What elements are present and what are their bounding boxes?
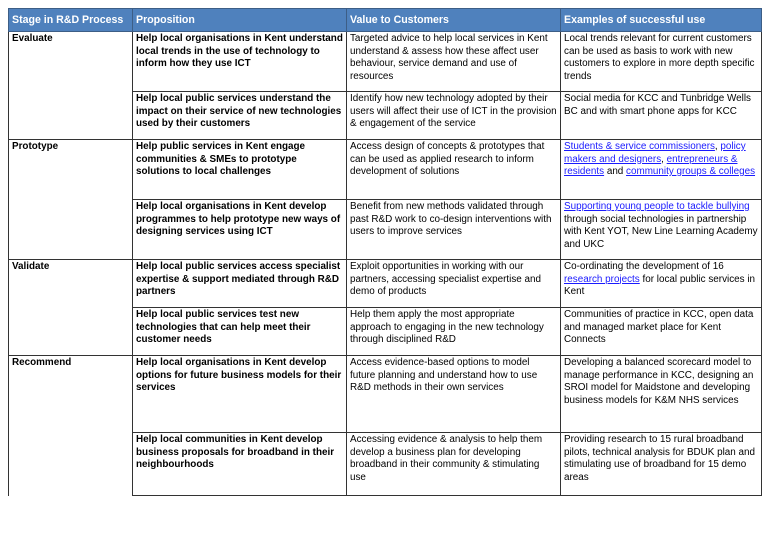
rd-process-table (8, 8, 762, 496)
example-link[interactable]: entrepreneurs & residents (564, 153, 738, 177)
header-value: Value to Customers (347, 9, 561, 32)
example-cell: Social media for KCC and Tunbridge Wells BC and with smart phone apps for KCC (561, 92, 762, 140)
proposition-cell: Help local public services access specialist expertise & support mediated through R&D partners (133, 260, 347, 308)
table-row (9, 356, 762, 433)
example-link[interactable]: research projects (564, 273, 640, 285)
header-proposition: Proposition (133, 9, 347, 32)
example-text: for local public services in Kent (564, 273, 756, 297)
stage-cell (9, 433, 133, 496)
stage-cell: Recommend (9, 356, 133, 433)
stage-cell: Validate (9, 260, 133, 308)
table-row (9, 140, 762, 200)
example-cell (561, 260, 762, 308)
example-cell (561, 200, 762, 260)
header-stage: Stage in R&D Process (9, 9, 133, 32)
value-cell: Access design of concepts & prototypes that can be used as applied research to inform development of solutions (347, 140, 561, 200)
example-cell: Communities of practice in KCC, open data and managed market place for Kent Connects (561, 308, 762, 356)
stage-cell: Evaluate (9, 32, 133, 92)
header-row (9, 9, 762, 32)
value-cell: Access evidence-based options to model future planning and understand how to use R&D methods in their own services (347, 356, 561, 433)
proposition-cell: Help public services in Kent engage communities & SMEs to prototype solutions to local challenges (133, 140, 347, 200)
example-text: , (661, 153, 667, 165)
example-link[interactable]: community groups & colleges (626, 166, 756, 177)
table-row (9, 92, 762, 140)
stage-cell: Prototype (9, 140, 133, 200)
value-cell: Exploit opportunities in working with our partners, accessing specialist expertise and demo of products (347, 260, 561, 308)
header-examples: Examples of successful use (561, 9, 762, 32)
value-cell: Targeted advice to help local services in Kent understand & assess how these affect user behaviour, service demand and use of resources (347, 32, 561, 92)
proposition-cell: Help local public services understand the impact on their service of new technologies used by their customers (133, 92, 347, 140)
example-text: through social technologies in partnership with Kent YOT, New Line Learning Academy and UKC (564, 213, 758, 250)
table-row (9, 32, 762, 92)
table-row (9, 260, 762, 308)
stage-cell (9, 92, 133, 140)
example-link[interactable]: policy makers and designers (564, 141, 746, 165)
example-cell (561, 140, 762, 200)
proposition-cell: Help local communities in Kent develop business proposals for broadband in their neighbourhoods (133, 433, 347, 496)
example-link[interactable]: Students & service commissioners (564, 141, 715, 152)
proposition-cell: Help local public services test new technologies that can help meet their customer needs (133, 308, 347, 356)
table-row (9, 433, 762, 496)
proposition-cell: Help local organisations in Kent understand local trends in the use of technology to inform how they use ICT (133, 32, 347, 92)
proposition-cell: Help local organisations in Kent develop programmes to help prototype new ways of designing services using ICT (133, 200, 347, 260)
proposition-cell: Help local organisations in Kent develop options for future business models for their services (133, 356, 347, 433)
example-cell: Local trends relevant for current customers can be used as basis to work with new customers to explore in more depth specific trends (561, 32, 762, 92)
stage-cell (9, 308, 133, 356)
example-cell: Developing a balanced scorecard model to manage performance in KCC, designing an SROI model for Maidstone and developing business models for K&M NHS services (561, 356, 762, 433)
value-cell: Benefit from new methods validated through past R&D work to co-design interventions with users to improve services (347, 200, 561, 260)
example-text: and (604, 166, 627, 177)
example-text: , (714, 141, 721, 152)
stage-cell (9, 200, 133, 260)
example-text: Co-ordinating the development of 16 (564, 261, 724, 272)
example-link[interactable]: Supporting young people to tackle bullying (564, 201, 750, 212)
value-cell: Accessing evidence & analysis to help them develop a business plan for developing broadband in their community & stimulating use (347, 433, 561, 496)
table-row (9, 308, 762, 356)
example-cell: Providing research to 15 rural broadband pilots, technical analysis for BDUK plan and stimulating use of broadband for 15 demo areas (561, 433, 762, 496)
value-cell: Help them apply the most appropriate approach to engaging in the new technology through disciplined R&D (347, 308, 561, 356)
value-cell: Identify how new technology adopted by their users will affect their use of ICT in the provision & engagement of the service (347, 92, 561, 140)
table-row (9, 200, 762, 260)
